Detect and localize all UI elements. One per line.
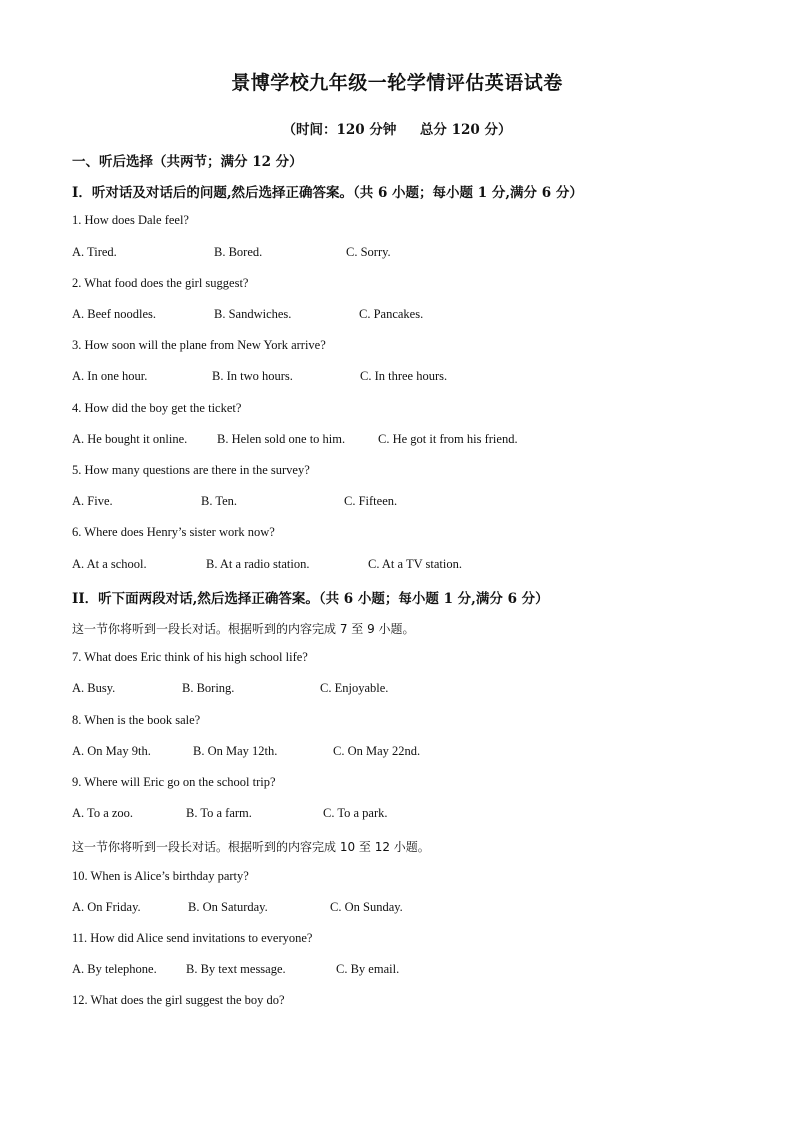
option-b: B. Ten.: [201, 494, 238, 508]
option-b: B. At a radio station.: [206, 557, 310, 571]
question-4: 4. How did the boy get the ticket?: [72, 401, 242, 415]
question-2: 2. What food does the girl suggest?: [72, 276, 249, 290]
option-b: B. Bored.: [214, 245, 263, 259]
option-c: C. At a TV station.: [368, 557, 462, 571]
option-a: A. He bought it online.: [72, 432, 188, 446]
option-c: C. Enjoyable.: [320, 681, 389, 695]
option-a: A. In one hour.: [72, 369, 148, 383]
option-b: B. In two hours.: [212, 369, 293, 383]
option-a: A. Five.: [72, 494, 113, 508]
option-a: A. Busy.: [72, 681, 116, 695]
option-c: C. On Sunday.: [330, 900, 403, 914]
option-b: B. Helen sold one to him.: [217, 432, 346, 446]
option-a: A. By telephone.: [72, 962, 157, 976]
question-5: 5. How many questions are there in the survey?: [72, 463, 310, 477]
option-a: A. Beef noodles.: [72, 307, 157, 321]
option-c: C. He got it from his friend.: [378, 432, 518, 446]
option-c: C. Fifteen.: [344, 494, 398, 508]
question-9: 9. Where will Eric go on the school trip?: [72, 775, 276, 789]
option-c: C. On May 22nd.: [333, 744, 421, 758]
question-6: 6. Where does Henry’s sister work now?: [72, 525, 275, 539]
option-b: B. On Saturday.: [188, 900, 268, 914]
option-b: B. To a farm.: [186, 806, 252, 820]
option-a: A. On May 9th.: [72, 744, 151, 758]
option-c: C. By email.: [336, 962, 400, 976]
option-b: B. Boring.: [182, 681, 235, 695]
option-c: C. Sorry.: [346, 245, 391, 259]
instruction-1: 这一节你将听到一段长对话。根据听到的内容完成 7 至 9 小题。: [72, 622, 415, 636]
question-1: 1. How does Dale feel?: [72, 213, 189, 227]
question-12: 12. What does the girl suggest the boy do?: [72, 993, 285, 1007]
question-3: 3. How soon will the plane from New York arrive?: [72, 338, 326, 352]
option-b: B. Sandwiches.: [214, 307, 292, 321]
option-b: B. On May 12th.: [193, 744, 278, 758]
option-a: A. On Friday.: [72, 900, 141, 914]
instruction-2: 这一节你将听到一段长对话。根据听到的内容完成 10 至 12 小题。: [72, 840, 430, 854]
option-c: C. Pancakes.: [359, 307, 424, 321]
option-b: B. By text message.: [186, 962, 286, 976]
option-c: C. To a park.: [323, 806, 388, 820]
option-a: A. Tired.: [72, 245, 117, 259]
exam-subtitle: （时间：120 分钟 总分 120 分）: [282, 122, 512, 138]
option-c: C. In three hours.: [360, 369, 448, 383]
question-8: 8. When is the book sale?: [72, 713, 201, 727]
option-a: A. To a zoo.: [72, 806, 134, 820]
question-11: 11. How did Alice send invitations to everyone?: [72, 931, 313, 945]
option-a: A. At a school.: [72, 557, 147, 571]
part1-heading: 一、听后选择（共两节；满分 12 分）: [72, 154, 303, 170]
section2-heading: II．听下面两段对话,然后选择正确答案。（共 6 小题；每小题 1 分,满分 6 分）: [72, 591, 549, 607]
question-10: 10. When is Alice’s birthday party?: [72, 869, 249, 883]
section1-heading: I．听对话及对话后的问题,然后选择正确答案。（共 6 小题；每小题 1 分,满分 6 分）: [72, 185, 583, 201]
exam-title: 景博学校九年级一轮学情评估英语试卷: [231, 72, 563, 94]
question-7: 7. What does Eric think of his high school life?: [72, 650, 308, 664]
